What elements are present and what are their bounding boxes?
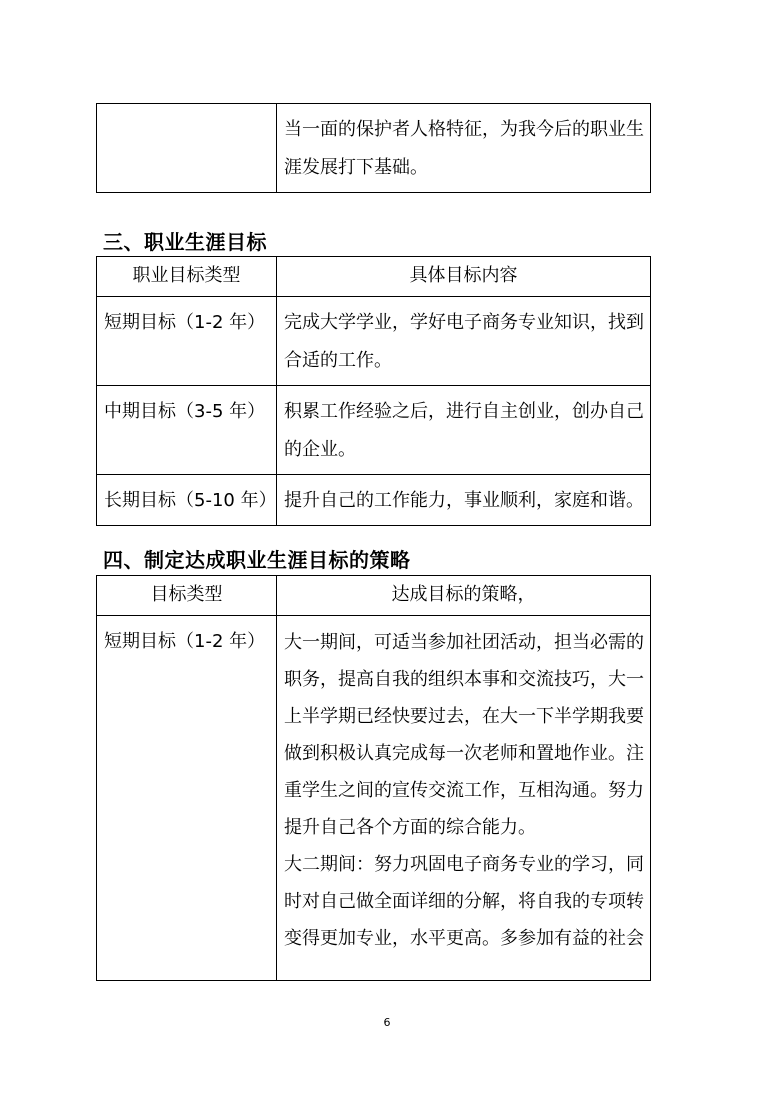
column-header-goal-type: 职业目标类型 [97, 257, 277, 297]
column-header-goal-content: 具体目标内容 [277, 257, 651, 297]
table-row [97, 104, 651, 193]
table-row [97, 616, 651, 981]
table-row [97, 297, 651, 386]
continuation-table [96, 103, 651, 193]
page-number: 6 [383, 1016, 391, 1029]
goal-type-cell: 长期目标（5-10 年） [97, 475, 277, 526]
goal-type-cell: 中期目标（3-5 年） [97, 386, 277, 475]
section3-heading: 三、职业生涯目标 [103, 230, 267, 254]
goal-type-cell: 短期目标（1-2 年） [97, 297, 277, 386]
section4-heading: 四、制定达成职业生涯目标的策略 [103, 548, 411, 572]
strategy-paragraph-1: 大一期间，可适当参加社团活动，担当必需的职务，提高自我的组织本事和交流技巧，大一上半学期已经快要过去，在大一下半学期我要做到积极认真完成每一次老师和置地作业。注重学生之间的宣传交流工作，互相沟通。努力提升自己各个方面的综合能力。 [284, 632, 644, 838]
strategy-content-cell [277, 616, 651, 981]
goal-type-cell: 短期目标（1-2 年） [97, 616, 277, 981]
table-row [97, 386, 651, 475]
table-header-row [97, 576, 651, 616]
goal-content-cell: 提升自己的工作能力，事业顺利，家庭和谐。 [277, 475, 651, 526]
goal-content-cell: 完成大学学业，学好电子商务专业知识，找到合适的工作。 [277, 297, 651, 386]
goal-type-cell [97, 104, 277, 193]
column-header-strategy: 达成目标的策略， [277, 576, 651, 616]
strategy-table [96, 575, 651, 981]
goal-content-cell: 当一面的保护者人格特征，为我今后的职业生涯发展打下基础。 [277, 104, 651, 193]
goal-content-cell: 积累工作经验之后，进行自主创业，创办自己的企业。 [277, 386, 651, 475]
table-row [97, 475, 651, 526]
column-header-goal-type: 目标类型 [97, 576, 277, 616]
strategy-paragraph-2: 大二期间：努力巩固电子商务专业的学习，同时对自己做全面详细的分解，将自我的专项转变得更加专业，水平更高。多参加有益的社会 [284, 854, 644, 949]
table-header-row [97, 257, 651, 297]
career-goals-table [96, 256, 651, 526]
